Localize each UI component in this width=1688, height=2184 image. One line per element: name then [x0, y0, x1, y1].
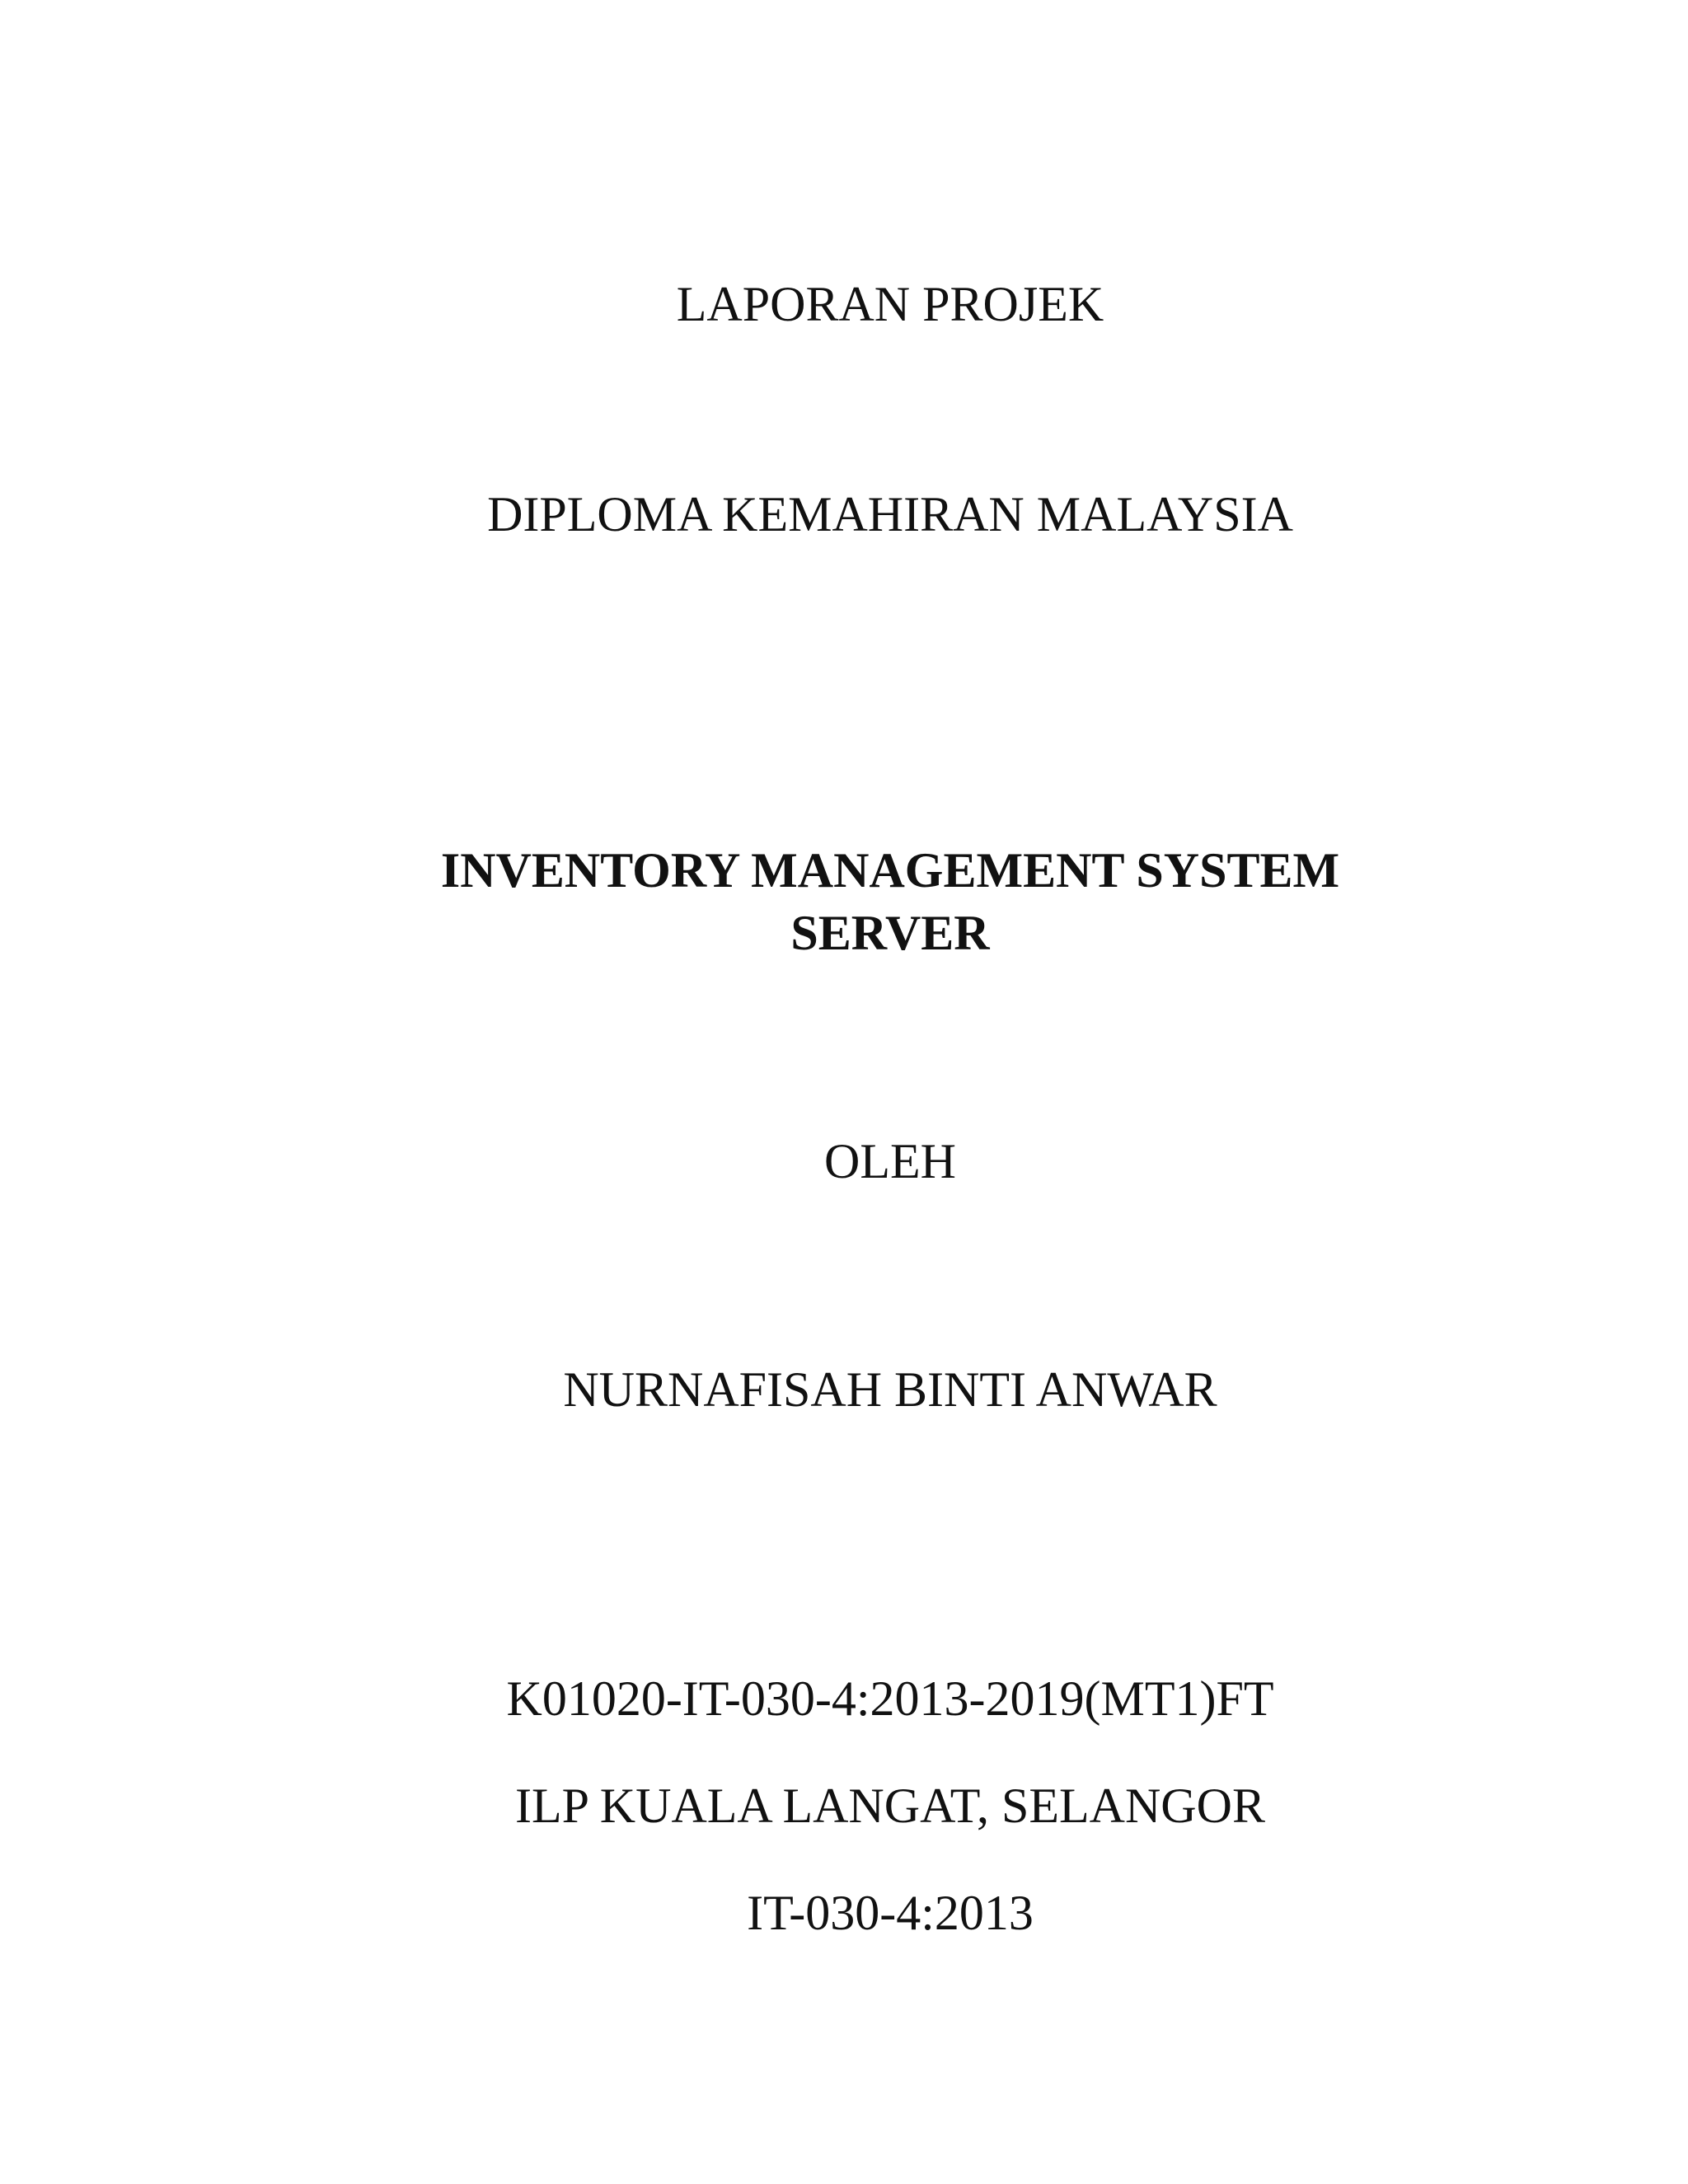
- project-title-line-2: SERVER: [790, 906, 990, 960]
- by-label: OLEH: [824, 1134, 956, 1188]
- report-type-heading: LAPORAN PROJEK: [676, 277, 1104, 331]
- project-title-line-1: INVENTORY MANAGEMENT SYSTEM: [440, 843, 1340, 898]
- standard-code: IT-030-4:2013: [747, 1886, 1034, 1940]
- program-heading: DIPLOMA KEMAHIRAN MALAYSIA: [487, 487, 1293, 541]
- institution-name: ILP KUALA LANGAT, SELANGOR: [515, 1779, 1265, 1833]
- author-name: NURNAFISAH BINTI ANWAR: [563, 1362, 1217, 1417]
- program-code: K01020-IT-030-4:2013-2019(MT1)FT: [506, 1671, 1274, 1726]
